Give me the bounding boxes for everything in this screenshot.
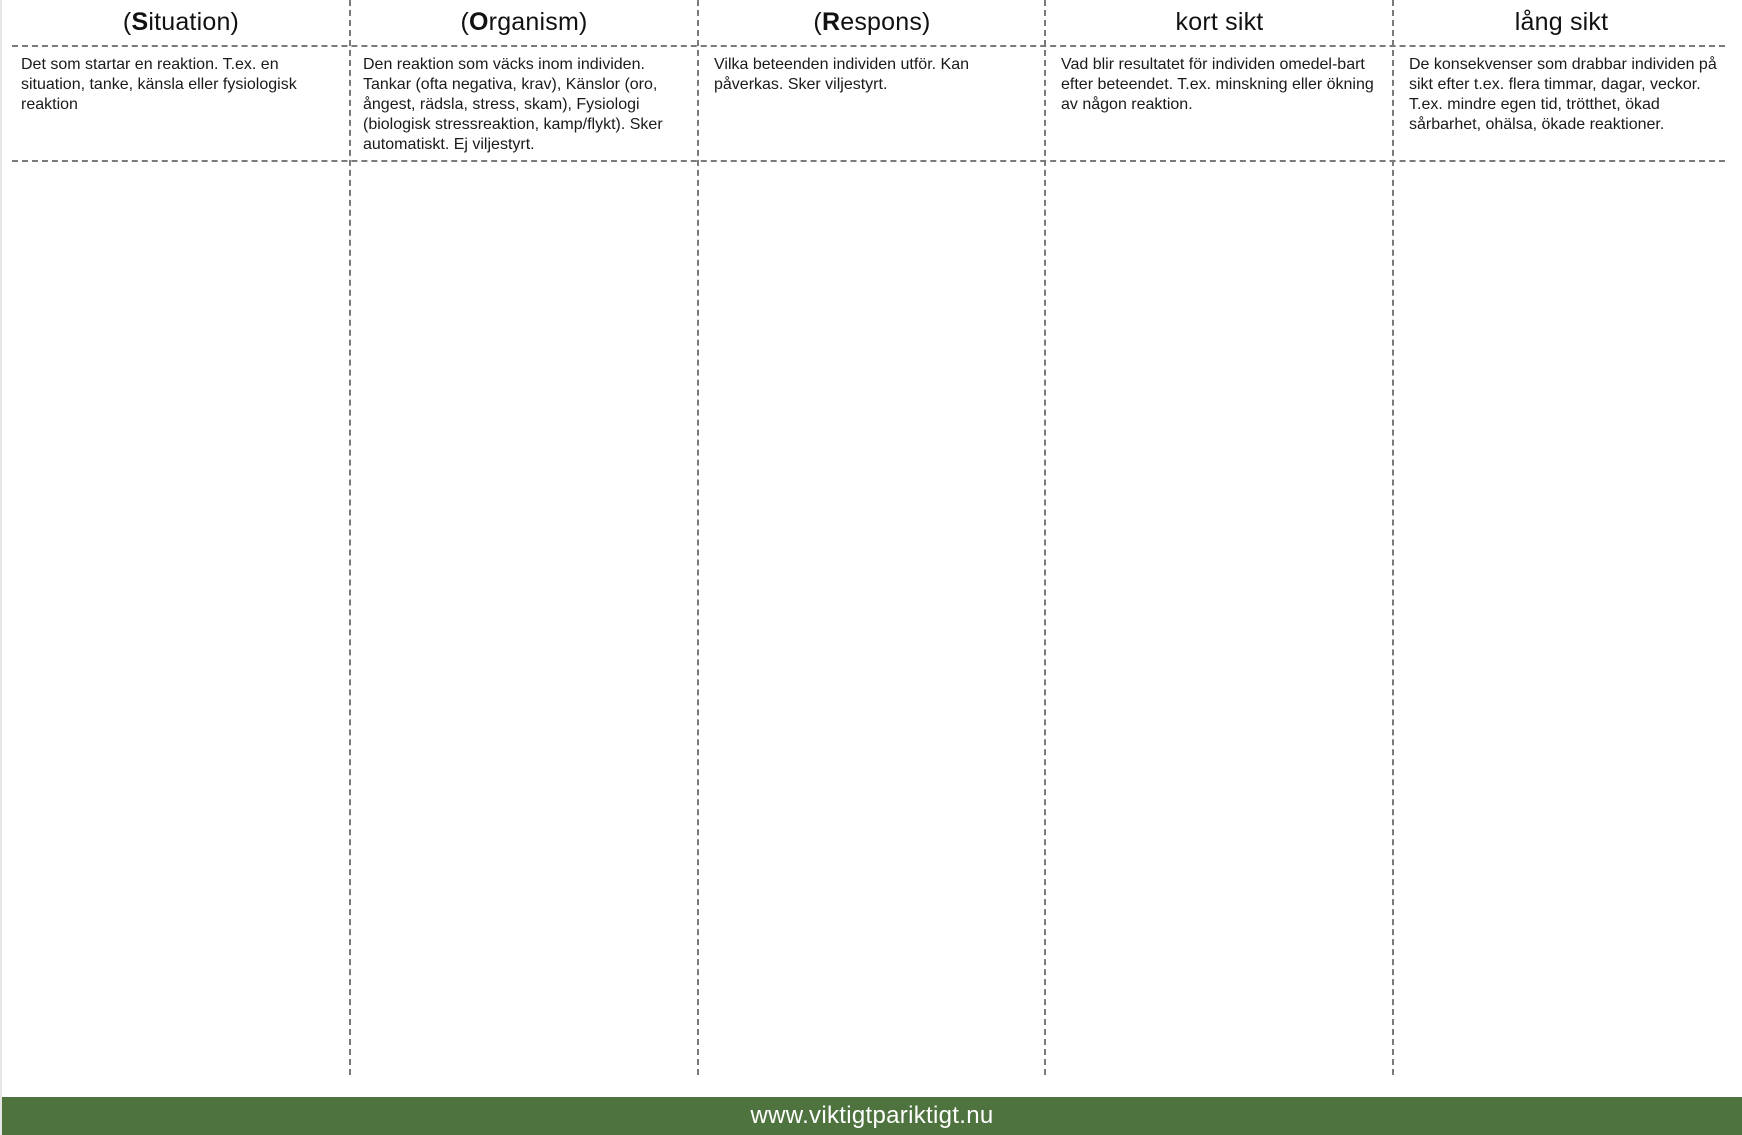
column-divider xyxy=(349,0,351,1075)
title-initial: O xyxy=(469,8,489,36)
title-rest: ituation) xyxy=(148,8,240,36)
header-divider xyxy=(12,45,1725,47)
column-title-kort-sikt: kort sikt xyxy=(1175,8,1264,36)
column-title-respons xyxy=(698,4,1046,40)
column-divider xyxy=(697,0,699,1075)
column-description-lang-sikt: De konsekvenser som drabbar individen på sikt efter t.ex. flera timmar, dagar, veckor. T.ex. mindre egen tid, trötthet, ökad sårbarhet, ohälsa, ökade reaktioner. xyxy=(1409,56,1717,133)
title-initial: R xyxy=(821,8,841,36)
footer-url[interactable]: www.viktigtpariktigt.nu xyxy=(750,1102,994,1129)
title-rest: rganism) xyxy=(488,8,588,36)
description-divider xyxy=(12,160,1725,162)
column-title-organism xyxy=(350,4,698,40)
column-divider xyxy=(1044,0,1046,1075)
title-initial: S xyxy=(131,8,149,36)
title-rest: espons) xyxy=(840,8,931,36)
column-divider xyxy=(1392,0,1394,1075)
title-paren: ( xyxy=(813,8,822,36)
column-description-organism: Den reaktion som väcks inom individen. Tankar (ofta negativa, krav), Känslor (oro, ångest, rädsla, stress, skam), Fysiologi (biologisk stressreaktion, kamp/flykt). Sker automatiskt. Ej viljestyrt. xyxy=(363,56,663,153)
footer-banner xyxy=(2,1097,1742,1135)
page-edge xyxy=(0,0,2,1135)
column-description-situation: Det som startar en reaktion. T.ex. en situation, tanke, känsla eller fysiologisk reaktion xyxy=(21,56,297,113)
title-paren: ( xyxy=(460,8,470,36)
column-title-situation xyxy=(12,4,350,40)
column-description-respons: Vilka beteenden individen utför. Kan påverkas. Sker viljestyrt. xyxy=(714,56,970,93)
column-description-kort-sikt: Vad blir resultatet för individen omedel-bart efter beteendet. T.ex. minskning eller ökning av någon reaktion. xyxy=(1061,56,1374,113)
column-title-lang-sikt: lång sikt xyxy=(1514,8,1609,36)
title-paren: ( xyxy=(122,8,132,36)
